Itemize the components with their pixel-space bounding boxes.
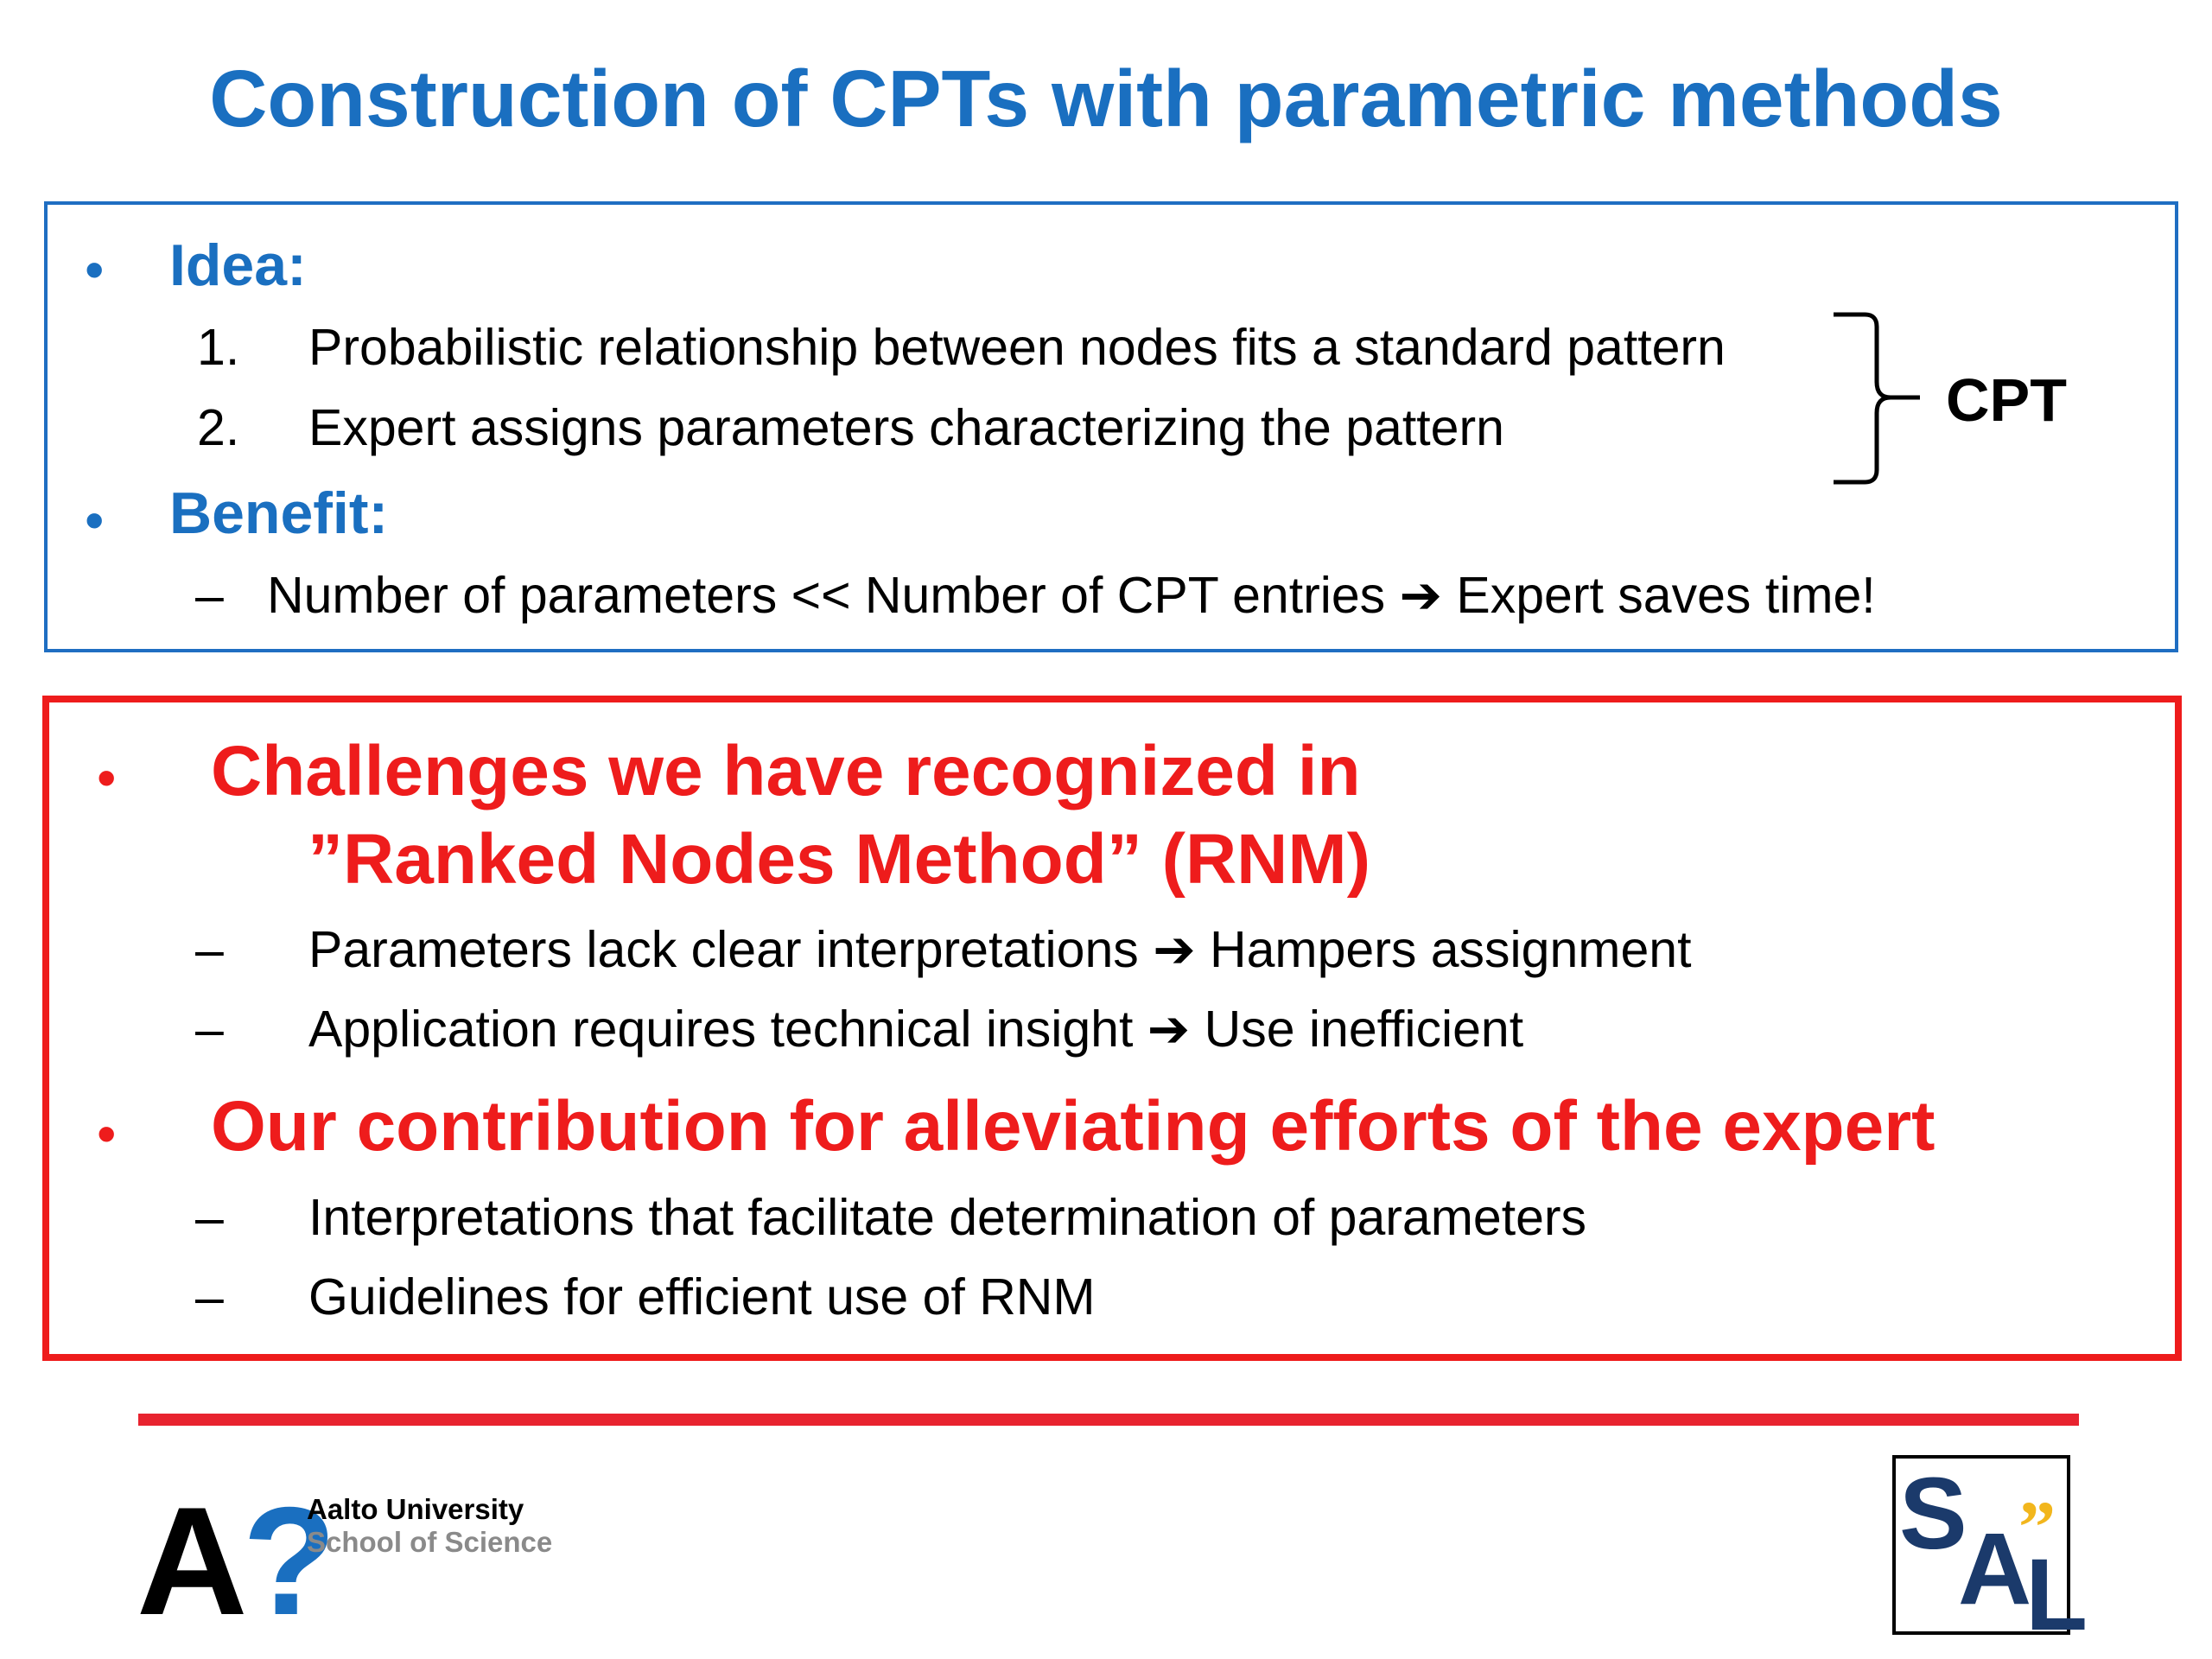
footer-divider: [138, 1414, 2079, 1426]
challenges-bullet: •: [97, 747, 117, 809]
contribution-item-2-dash: –: [195, 1268, 224, 1325]
challenge-item-2-dash: –: [195, 1001, 224, 1058]
idea-item-1-text: Probabilistic relationship between nodes fits a standard pattern: [308, 319, 1726, 376]
slide-title: Construction of CPTs with parametric methods: [209, 54, 2003, 143]
idea-heading: Idea:: [169, 232, 307, 298]
contribution-item-1-dash: –: [195, 1189, 224, 1246]
benefit-item-dash: –: [195, 567, 224, 624]
challenge-item-1-dash: –: [195, 921, 224, 978]
idea-bullet: •: [85, 238, 105, 301]
cpt-label: CPT: [1946, 366, 2067, 434]
contribution-item-2-text: Guidelines for efficient use of RNM: [308, 1268, 1096, 1325]
aalto-logo-question: ?: [242, 1475, 332, 1647]
idea-item-1-number: 1.: [197, 319, 240, 376]
svg-text:A: A: [1958, 1512, 2032, 1626]
svg-text:L: L: [2025, 1538, 2088, 1652]
benefit-heading: Benefit:: [169, 480, 389, 546]
right-brace-icon: [1823, 308, 1927, 489]
challenges-heading-line-2: ”Ranked Nodes Method” (RNM): [308, 820, 1370, 899]
benefit-item-text: Number of parameters << Number of CPT entries ➔ Expert saves time!: [267, 567, 1876, 624]
sal-logo: [1892, 1455, 2088, 1652]
sal-logo-icon: [1896, 1457, 2088, 1652]
university-name: Aalto University: [307, 1493, 524, 1525]
contribution-bullet: •: [97, 1103, 117, 1165]
challenges-heading-line-1: Challenges we have recognized in: [211, 732, 1361, 810]
svg-text:S: S: [1899, 1457, 1967, 1571]
idea-item-2-number: 2.: [197, 399, 240, 456]
svg-text:”: ”: [2018, 1485, 2056, 1568]
idea-item-2-text: Expert assigns parameters characterizing the pattern: [308, 399, 1504, 456]
benefit-bullet: •: [85, 489, 105, 551]
school-name: School of Science: [307, 1526, 553, 1558]
contribution-heading: Our contribution for alleviating efforts of the expert: [211, 1087, 1936, 1166]
contribution-item-1-text: Interpretations that facilitate determination of parameters: [308, 1189, 1587, 1246]
aalto-logo: [137, 1475, 332, 1647]
challenge-item-1-text: Parameters lack clear interpretations ➔ Hampers assignment: [308, 921, 1692, 978]
aalto-logo-a: A: [137, 1475, 243, 1647]
challenge-item-2-text: Application requires technical insight ➔ Use inefficient: [308, 1001, 1524, 1058]
